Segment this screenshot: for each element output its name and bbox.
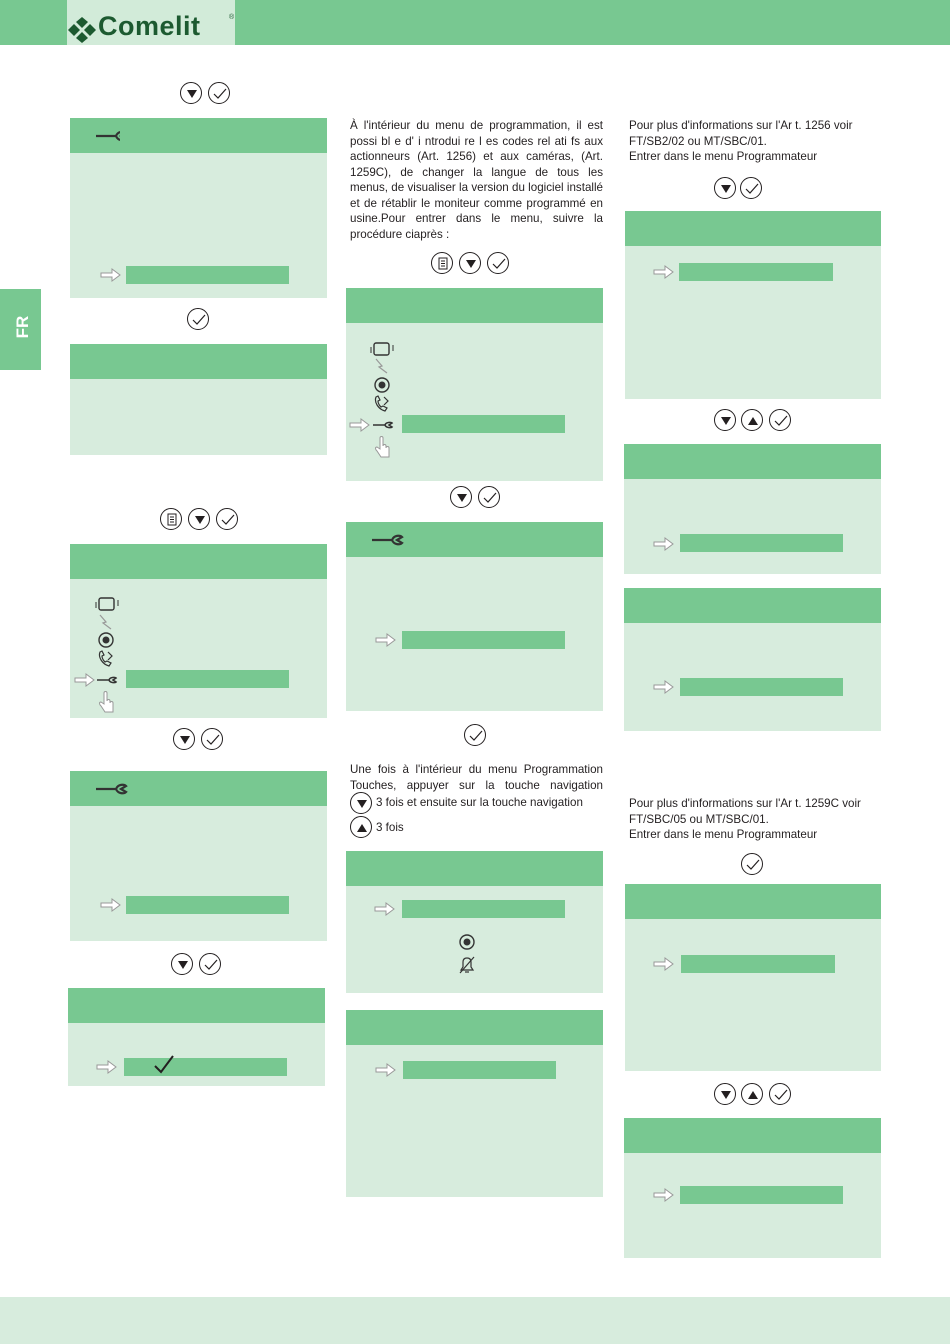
phone-icon (372, 394, 392, 414)
selected-item-bar (681, 955, 835, 973)
down-arrow-button-icon (173, 728, 195, 750)
navigation-instruction-2: 3 fois et ensuite sur la touche navigation (376, 796, 583, 809)
screen-header (346, 851, 603, 886)
selected-item-bar (680, 534, 843, 552)
selected-item-bar (126, 670, 289, 688)
selected-item-bar (126, 896, 289, 914)
selected-item-bar (124, 1058, 287, 1076)
selected-item-bar (402, 631, 565, 649)
pointer-arrow-icon (653, 537, 675, 551)
screen-header (346, 1010, 603, 1045)
selected-item-bar (402, 900, 565, 918)
wrench-icon (94, 779, 128, 799)
checkmark-button-icon (464, 724, 486, 746)
down-arrow-button-icon (714, 177, 736, 199)
checkmark-button-icon (199, 953, 221, 975)
selected-item-bar (126, 266, 289, 284)
pointer-arrow-icon (653, 957, 675, 971)
actuator-icon (96, 613, 116, 631)
pointer-arrow-icon (653, 265, 675, 279)
menu-button-icon (160, 508, 182, 530)
checkmark-button-icon (769, 1083, 791, 1105)
selected-item-bar (680, 1186, 843, 1204)
bell-off-icon (457, 955, 477, 975)
art1259-enter: Entrer dans le menu Programmateur (629, 828, 818, 841)
screen-header (625, 211, 881, 246)
monitor-switch-icon (368, 339, 396, 359)
pointer-arrow-icon (653, 680, 675, 694)
screen-header (624, 1118, 881, 1153)
down-arrow-button-icon (714, 409, 736, 431)
pointer-arrow-icon (74, 673, 96, 687)
checkmark-button-icon (208, 82, 230, 104)
art1259-info: Pour plus d'informations sur l'Ar t. 1259C voir FT/SBC/05 ou MT/SBC/01. (629, 797, 861, 826)
phone-icon (96, 649, 116, 669)
selected-item-bar (679, 263, 833, 281)
screen-header (70, 544, 327, 579)
checkmark-button-icon (187, 308, 209, 330)
pointer-arrow-icon (100, 898, 122, 912)
down-arrow-button-icon (714, 1083, 736, 1105)
checkmark-button-icon (487, 252, 509, 274)
pointer-arrow-icon (374, 902, 396, 916)
checkmark-icon (152, 1054, 176, 1076)
camera-icon (458, 933, 476, 951)
screen-header (624, 444, 881, 479)
down-arrow-button-icon (350, 792, 372, 814)
navigation-instruction-3: 3 fois (376, 821, 404, 834)
comelit-logo-icon (68, 17, 98, 43)
language-tab-label: FR (13, 315, 32, 339)
brand-name: Comelit (98, 11, 201, 41)
up-arrow-button-icon (741, 409, 763, 431)
wrench-icon (370, 530, 404, 550)
screen-header (624, 588, 881, 623)
checkmark-button-icon (740, 177, 762, 199)
up-arrow-button-icon (350, 816, 372, 838)
down-arrow-button-icon (459, 252, 481, 274)
selected-item-bar (680, 678, 843, 696)
screen-header (625, 884, 881, 919)
checkmark-button-icon (478, 486, 500, 508)
up-arrow-button-icon (741, 1083, 763, 1105)
hand-pointer-icon (374, 436, 392, 460)
down-arrow-button-icon (188, 508, 210, 530)
brand-registered: ® (229, 14, 235, 21)
hand-pointer-icon (98, 691, 116, 715)
selected-item-bar (402, 415, 565, 433)
screen-header (346, 288, 603, 323)
pointer-arrow-icon (96, 1060, 118, 1074)
navigation-instruction: Une fois à l'intérieur du menu Programmation Touches, appuyer sur la touche navigation (350, 763, 603, 792)
down-arrow-button-icon (180, 82, 202, 104)
camera-icon (97, 631, 115, 649)
screen-header (70, 344, 327, 379)
pointer-arrow-icon (100, 268, 122, 282)
intro-paragraph: À l'intérieur du menu de programmation, il est possi bl e d' i ntrodui re l es codes rel ati fs aux actionneurs (Art. 1256) et aux caméras, (Art. 1259C), de changer la langue de tous les menus, de visualiser la version du logiciel installé et de rétablir le moniteur comme programmé en usine.Pour entrer dans le menu, suivre la procédure ciaprès : (350, 119, 603, 241)
selected-item-bar (403, 1061, 556, 1079)
page-footer (0, 1297, 950, 1344)
down-arrow-button-icon (171, 953, 193, 975)
camera-icon (373, 376, 391, 394)
monitor-switch-icon (93, 594, 121, 614)
checkmark-button-icon (741, 853, 763, 875)
art1256-enter: Entrer dans le menu Programmateur (629, 150, 818, 163)
down-arrow-button-icon (450, 486, 472, 508)
wrench-icon (372, 418, 394, 432)
checkmark-button-icon (201, 728, 223, 750)
screen-header (68, 988, 325, 1023)
art1256-info: Pour plus d'informations sur l'Ar t. 1256 voir FT/SB2/02 ou MT/SBC/01. (629, 119, 853, 148)
pointer-arrow-icon (375, 1063, 397, 1077)
wrench-icon (96, 673, 118, 687)
checkmark-button-icon (216, 508, 238, 530)
wrench-icon (94, 126, 120, 148)
menu-button-icon (431, 252, 453, 274)
pointer-arrow-icon (653, 1188, 675, 1202)
pointer-arrow-icon (375, 633, 397, 647)
pointer-arrow-icon (349, 418, 371, 432)
actuator-icon (372, 357, 392, 375)
checkmark-button-icon (769, 409, 791, 431)
